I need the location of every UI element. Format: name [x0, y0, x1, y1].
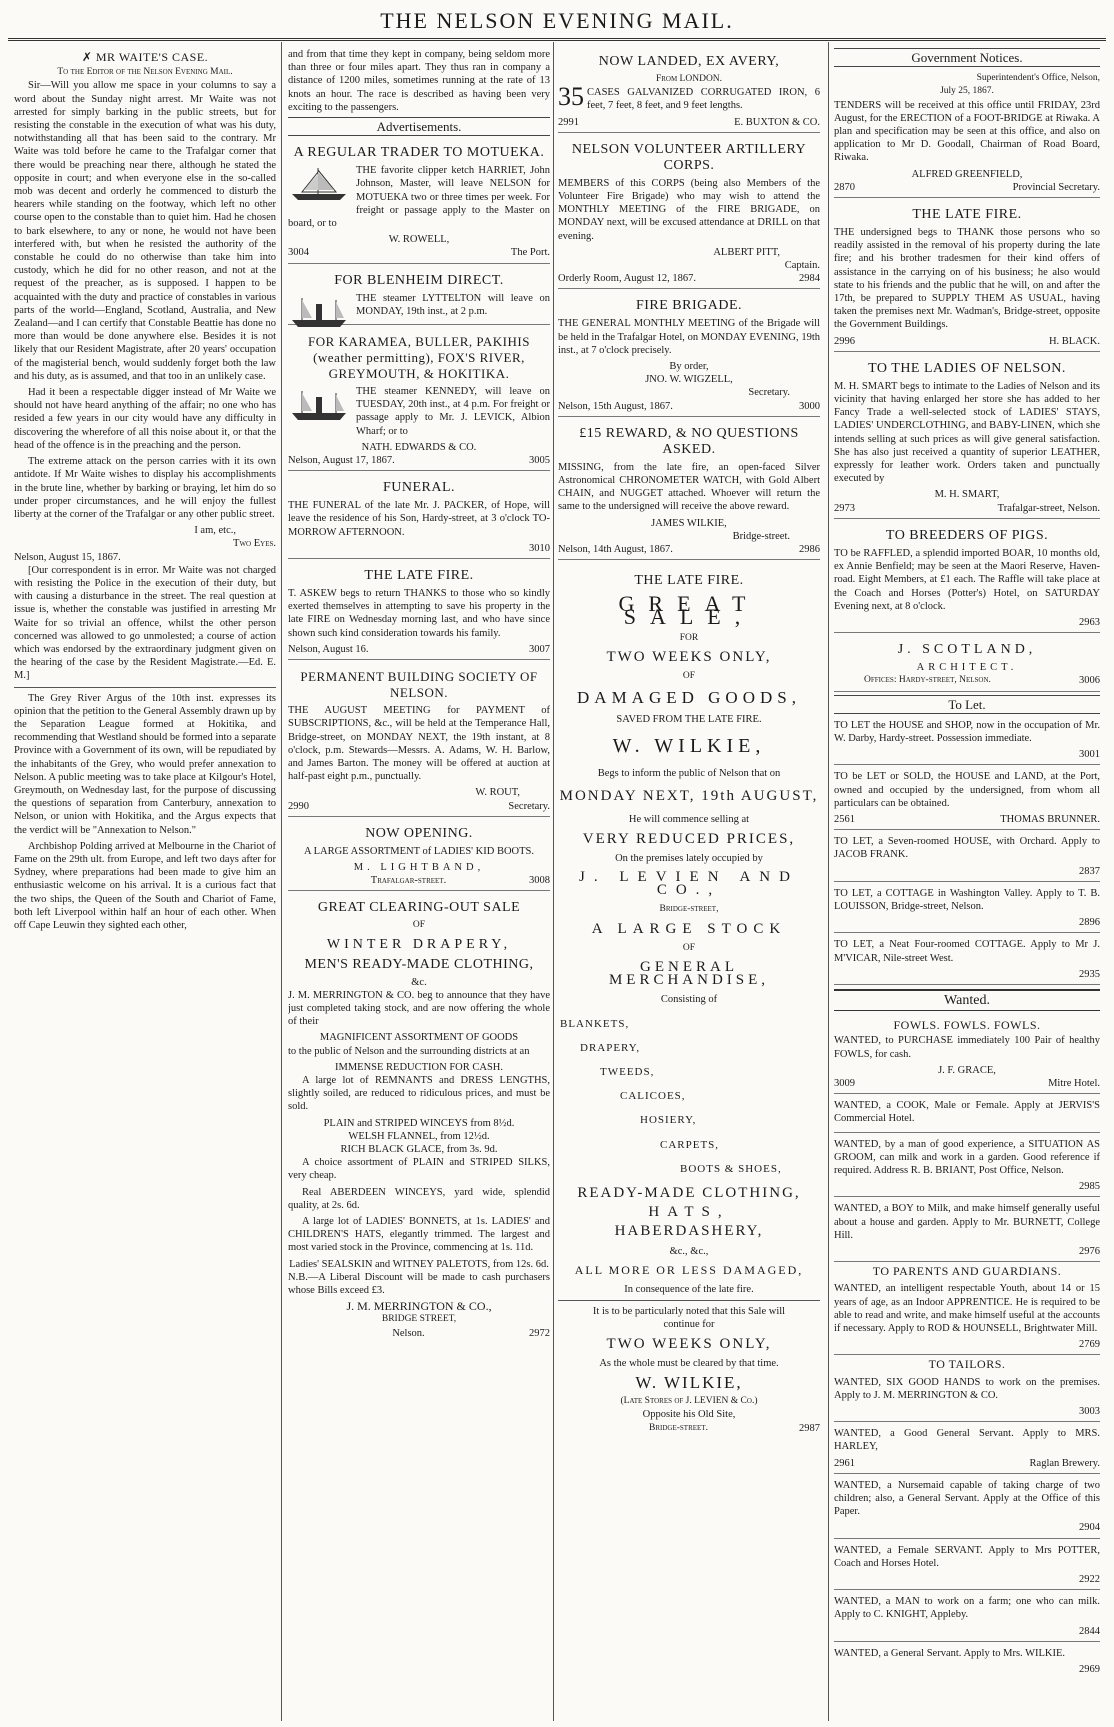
ad-number: 2996 — [834, 335, 855, 347]
ad-number: 2922 — [1079, 1574, 1100, 1586]
ad-number: 2896 — [1079, 917, 1100, 929]
ad-heading: FOWLS. FOWLS. FOWLS. — [893, 1018, 1041, 1033]
wanted-heading: Wanted. — [834, 989, 1100, 1011]
ad-signature: JAMES WILKIE, — [651, 517, 727, 529]
ad-role: ARCHITECT. — [916, 662, 1018, 674]
ad-date: Nelson, 15th August, 1867. — [558, 400, 673, 412]
ad-footer — [834, 1077, 1100, 1090]
ad-number: 3007 — [529, 643, 550, 655]
government-notices-heading: Government Notices. — [834, 48, 1100, 67]
ad-signature: ALBERT PITT, — [713, 246, 780, 258]
ad-text: PLAIN and STRIPED WINCEYS from 8½d. — [323, 1117, 515, 1129]
list-item: HOSIERY, — [640, 1114, 697, 1127]
column-4 — [834, 48, 1100, 1720]
ad-footer — [834, 813, 1100, 826]
ad-signature: J. F. GRACE, — [938, 1064, 996, 1076]
letter-paragraph: The extreme attack on the person carries with it its own antidote. If Mr Waite wishes to display his accomplishments in the brute line, whether by barking or braying, let him do so under proper circumstances, and he will enjoy the fullest liberty at the corner of the Trafalgar or any other public street. — [14, 456, 276, 520]
ad-number: 2935 — [1079, 968, 1100, 980]
ad-signature: J. M. MERRINGTON & CO., — [346, 1299, 492, 1314]
ad-number: 3004 — [288, 247, 309, 259]
ad-body: TO LET, a Seven-roomed HOUSE, with Orchard. Apply to JACOB FRANK. — [834, 836, 1100, 861]
ad-date: Nelson, August 16. — [288, 643, 369, 655]
ad-date: Nelson, 14th August, 1867. — [558, 544, 673, 556]
ad-body: WANTED, a COOK, Male or Female. Apply at JERVIS'S Commercial Hotel. — [834, 1100, 1100, 1125]
ad-text: VERY REDUCED PRICES, — [582, 830, 796, 847]
ad-footer — [834, 335, 1100, 348]
ad-place: Mitre Hotel. — [1048, 1077, 1100, 1089]
ad-body: T. ASKEW begs to return THANKS to those who so kindly exerted themselves in attempting to save his property in the late FIRE on Wednesday morning last, and who have since shown such kind consideration towards his family. — [288, 588, 550, 639]
ad-heading: FIRE BRIGADE. — [635, 298, 743, 314]
ad-body: WANTED, a BOY to Milk, and make himself generally useful about a house and garden. Apply to Mr. BURNETT, College Hill. — [834, 1203, 1100, 1241]
ad-text: OF — [682, 671, 696, 682]
ad-text: As the whole must be cleared by that time. — [599, 1357, 779, 1369]
ad-role: Secretary. — [508, 800, 550, 812]
ad-text: &c. — [411, 976, 427, 988]
ad-text: DAMAGED GOODS, — [577, 688, 801, 708]
ad-wanted — [834, 1136, 1100, 1198]
ad-tolet — [834, 717, 1100, 766]
ad-karamea — [288, 328, 550, 471]
ad-now-opening — [288, 820, 550, 892]
steamer-icon — [288, 294, 350, 330]
ad-heading: NELSON VOLUNTEER ARTILLERY CORPS. — [571, 141, 807, 173]
ad-body: THE favorite clipper ketch HARRIET, John Johnson, Master, will leave NELSON for MOTUEKA two or three times per week. For freight or passage apply to the Master on board, or to — [288, 165, 550, 230]
ad-number: 2561 — [834, 813, 855, 825]
ad-late-fire-askew — [288, 562, 550, 660]
newspaper-title: THE NELSON EVENING MAIL. — [380, 8, 734, 33]
ad-number: 2991 — [558, 116, 579, 128]
ad-heading: TO TAILORS. — [928, 1357, 1006, 1372]
ad-body: CASES GALVANIZED CORRUGATED IRON, 6 feet, 7 feet, 8 feet, and 9 feet lengths. — [587, 87, 820, 112]
ad-body: TO be RAFFLED, a splendid imported BOAR, 10 months old, ex Annie Benfield; may be seen at the Maori Reserve, Haven-road. Eight Members, at £1 each. The Raffle will take place at the Coach and Horses (Potter's) Hotel, on SATURDAY Evening next, at 8 o'clock. — [834, 547, 1100, 612]
ad-footer — [288, 1327, 550, 1340]
ad-number: 3003 — [1079, 1406, 1100, 1418]
ad-number: 3001 — [1079, 749, 1100, 761]
ad-body: THE FUNERAL of the late Mr. J. PACKER, of Hope, will leave the residence of his Son, Hardy-street, at 3 o'clock TO-MORROW AFTERNOON. — [288, 500, 550, 538]
ad-text: OF — [412, 920, 426, 931]
ad-text: A LARGE STOCK — [591, 920, 787, 937]
ad-artillery — [558, 136, 820, 290]
ad-body: A LARGE ASSORTMENT of LADIES' KID BOOTS. — [303, 845, 535, 857]
ad-text: W. WILKIE, — [612, 734, 766, 757]
ad-text: (Late Stores of J. LEVIEN & Co.) — [620, 1396, 758, 1407]
ad-heading: TO BREEDERS OF PIGS. — [885, 527, 1049, 543]
ad-fire-brigade — [558, 292, 820, 416]
ad-footer — [558, 400, 820, 413]
ad-street: Bridge-street. — [732, 530, 790, 542]
ad-body: WANTED, a Female SERVANT. Apply to Mrs POTTER, Coach and Horses Hotel. — [834, 1544, 1100, 1569]
ad-body: THE steamer LYTTELTON will leave on MONDAY, 19th inst., at 2 p.m. — [356, 292, 550, 317]
ad-number: 2969 — [1079, 1664, 1100, 1676]
ad-blenheim — [288, 267, 550, 325]
ad-body: A large lot of LADIES' BONNETS, at 1s. LADIES' and CHILDREN'S HATS, elegantly trimmed. The largest and most varied stock in the Province, commencing at 1s. 11d. — [288, 1215, 550, 1254]
column-1 — [14, 48, 276, 1720]
ad-heading: TO THE LADIES OF NELSON. — [868, 360, 1066, 376]
ship-icon — [288, 166, 350, 202]
ad-date: Orderly Room, August 12, 1867. — [558, 273, 696, 285]
ad-wanted — [834, 1200, 1100, 1262]
ad-avery — [558, 48, 820, 133]
ad-apprentice — [834, 1280, 1100, 1355]
ad-clearing-sale — [288, 894, 550, 1342]
ad-number: 2972 — [529, 1327, 550, 1339]
column-divider — [281, 42, 282, 1721]
letter-heading: ✗ MR WAITE'S CASE. — [81, 50, 209, 64]
ad-body: Real ABERDEEN WINCEYS, yard wide, splendid quality, at 2s. 6d. — [288, 1186, 550, 1211]
ad-signature: THOMAS BRUNNER. — [1000, 813, 1100, 825]
ad-body: WANTED, a General Servant. Apply to Mrs. WILKIE. — [834, 1647, 1066, 1659]
ad-footer — [288, 800, 550, 813]
masthead-rule — [8, 38, 1106, 41]
ad-text: MAGNIFICENT ASSORTMENT OF GOODS — [319, 1032, 519, 1044]
ad-signature: E. BUXTON & CO. — [734, 116, 820, 128]
ad-body: THE GENERAL MONTHLY MEETING of the Brigade will be held in the Trafalgar Hotel, on MONDAY EVENING, 19th inst., at 7 o'clock precisely. — [558, 318, 820, 356]
ad-number: 2986 — [799, 544, 820, 556]
ad-signature: JNO. W. WIGZELL, — [645, 374, 733, 386]
ad-text: From LONDON. — [655, 74, 723, 84]
ad-footer — [558, 116, 820, 129]
ad-signature: M. H. SMART, — [934, 489, 1000, 501]
ad-number: 2769 — [1079, 1339, 1100, 1351]
ad-number: 2987 — [799, 1422, 820, 1434]
ad-heading: A REGULAR TRADER TO MOTUEKA. — [293, 145, 545, 161]
ad-number: 2904 — [1079, 1522, 1100, 1534]
ad-text: HABERDASHERY, — [614, 1223, 764, 1240]
ad-body: TO be LET or SOLD, the HOUSE and LAND, at the Port, owned and occupied by the undersigned, from whom all particulars can be obtained. — [834, 771, 1100, 809]
ad-street: Trafalgar-street. — [370, 875, 447, 887]
ad-text: Ladies' SEALSKIN and WITNEY PALETOTS, from 12s. 6d. — [289, 1258, 549, 1270]
sale-headline: GREAT SALE, — [618, 591, 760, 630]
ad-footer — [288, 643, 550, 656]
list-item: CALICOES, — [620, 1090, 686, 1103]
ad-footer — [288, 454, 550, 467]
ad-text: It is to be particularly noted that this Sale will — [592, 1306, 786, 1318]
ad-footer — [558, 1422, 820, 1435]
to-editor: To the Editor of the Nelson Evening Mail. — [57, 67, 233, 78]
ad-footer — [288, 246, 550, 259]
ad-tolet — [834, 936, 1100, 985]
ad-text: By order, — [669, 361, 709, 373]
divider — [14, 687, 276, 688]
ad-role: Captain. — [784, 260, 820, 272]
ad-body: MEMBERS of this CORPS (being also Members of the Volunteer Fire Brigade) who may wish to attend the MONTHLY MEETING of the FIRE BRIGADE, on MONDAY next, will be excused attendance at DRILL on that evening. — [558, 177, 820, 242]
ad-heading: FOR BLENHEIM DIRECT. — [334, 272, 504, 288]
ad-text: MONDAY NEXT, 19th AUGUST, — [559, 788, 819, 805]
ad-body: J. M. MERRINGTON & CO. beg to announce that they have just completed taking stock, and are now offering the whole of their — [288, 989, 550, 1028]
to-let-heading: To Let. — [834, 695, 1100, 714]
ad-body: TO LET, a Neat Four-roomed COTTAGE. Apply to Mr J. M'VICAR, Nile-street West. — [834, 939, 1100, 964]
ad-body: WANTED, an intelligent respectable Youth, about 14 or 15 years of age, as an Indoor APPRENTICE. He is required to be able to read and write, and make himself useful at the accounts if necessary. Apply to ROD & HOUNSELL, Brightwater Mill. — [834, 1283, 1100, 1335]
list-item: CARPETS, — [660, 1138, 720, 1151]
column-2 — [288, 48, 550, 1720]
ad-body: WANTED, to PURCHASE immediately 100 Pair of healthy FOWLS, for cash. — [834, 1035, 1100, 1060]
ad-body: WANTED, SIX GOOD HANDS to work on the premises. Apply to J. M. MERRINGTON & CO. — [834, 1376, 1100, 1401]
ad-funeral — [288, 474, 550, 559]
goods-list — [558, 1018, 820, 1176]
letter-paragraph: Had it been a respectable digger instead of Mr Waite we should not have heard anything of the affair; no one who has resided a few years in our city would have any difficulty in discovering the wherefore of all this noise about it, or that the head of the offence is in the preaching and the person. — [14, 387, 276, 451]
ad-text: READY-MADE CLOTHING, — [577, 1184, 801, 1201]
ad-body: WANTED, by a man of good experience, a SITUATION AS GROOM, can milk and work in a garden. Good reference if required. Address R. B. BRIANT, Post Office, Nelson. — [834, 1138, 1100, 1176]
ad-footer — [558, 543, 820, 556]
ad-body: TENDERS will be received at this office until FRIDAY, 23rd August, for the ERECTION of a FOOT-BRIDGE at Riwaka. A plan and specification may be seen at this office, and also on application to Mr D. Goodall, Chairman of Road Board, Riwaka. — [834, 99, 1100, 164]
ad-body: MISSING, from the late fire, an open-faced Silver Astronomical CHRONOMETER WATCH, with Gold Albert CHAIN, and NUGGET attached. Whoever will return the same to the undersigned will receive the above reward. — [558, 461, 820, 513]
ad-signature: W. WILKIE, — [635, 1373, 743, 1392]
ad-footer — [834, 502, 1100, 515]
ad-number: 3006 — [1079, 675, 1100, 687]
ad-signature: ALFRED GREENFIELD, — [911, 168, 1023, 180]
ad-number: 3008 — [528, 875, 550, 887]
letter-date: Nelson, August 15, 1867. — [14, 551, 121, 563]
ad-body: TO LET the HOUSE and SHOP, now in the occupation of Mr. W. Darby, Hardy-street. Possession immediate. — [834, 719, 1100, 744]
ad-number: 3000 — [799, 400, 820, 412]
ad-body: N.B.—A Liberal Discount will be made to cash purchasers whose Bills exceed £3. — [288, 1271, 550, 1296]
ad-footer — [288, 874, 550, 887]
ad-heading: GREAT CLEARING-OUT SALE — [317, 900, 521, 916]
ad-number: 2870 — [834, 181, 855, 193]
letter-signoff: I am, etc., — [194, 525, 236, 537]
ad-text: In consequence of the late fire. — [624, 1283, 754, 1295]
ad-text: OF — [682, 942, 696, 953]
ad-number: 2985 — [1079, 1181, 1100, 1193]
ad-place: Nelson. — [392, 1327, 425, 1339]
ad-number: 2961 — [834, 1457, 855, 1469]
ad-great-sale — [558, 563, 820, 1438]
ad-wanted — [834, 1542, 1100, 1591]
ad-fowls — [834, 1014, 1100, 1094]
ad-text: Offices: Hardy-street, Nelson. — [864, 675, 991, 686]
ad-building-society — [288, 663, 550, 817]
ad-body: TO LET, a COTTAGE in Washington Valley. Apply to T. B. LOUISSON, Bridge-street, Nelson. — [834, 887, 1100, 912]
ad-text: continue for — [663, 1319, 715, 1331]
ad-heading: PERMANENT BUILDING SOCIETY OF NELSON. — [300, 669, 538, 701]
ad-body: to the public of Nelson and the surrounding districts at an — [288, 1045, 530, 1057]
ad-heading: THE LATE FIRE. — [912, 207, 1022, 223]
ad-wanted — [834, 1097, 1100, 1132]
ad-text: TWO WEEKS ONLY, — [606, 1335, 772, 1352]
ad-number: 2973 — [834, 502, 855, 514]
ad-text: HATS, — [648, 1204, 730, 1221]
ad-body: A large lot of REMNANTS and DRESS LENGTHS, slightly soiled, are reduced to ridiculous prices, and must be sold. — [288, 1074, 550, 1113]
ad-wanted — [834, 1593, 1100, 1642]
ad-heading: £15 REWARD, & NO QUESTIONS ASKED. — [579, 425, 799, 457]
news-continuation: and from that time they kept in company, being seldom more than three or four miles apart. They thus ran in company a distance of 1200 miles, sometimes running at the rate of 13 knots an hour. The race is described as having been very exciting to the passengers. — [288, 49, 550, 113]
list-item: BOOTS & SHOES, — [680, 1162, 782, 1175]
ad-body: WANTED, a MAN to work on a farm; one who can milk. Apply to C. KNIGHT, Appleby. — [834, 1596, 1100, 1621]
ad-text: RICH BLACK GLACE, from 3s. 9d. — [340, 1143, 498, 1155]
divider — [558, 1300, 820, 1301]
column-3 — [558, 48, 820, 1720]
ad-street: Trafalgar-street, Nelson. — [997, 502, 1100, 514]
ad-tailors — [834, 1374, 1100, 1423]
ad-signature: W. ROWELL, — [388, 234, 450, 246]
ad-role: Provincial Secretary. — [1012, 181, 1100, 193]
ad-footer — [834, 1457, 1100, 1470]
ad-footer — [834, 181, 1100, 194]
ad-tolet — [834, 833, 1100, 882]
list-item: TWEEDS, — [600, 1065, 655, 1078]
ad-quantity: 35 — [558, 82, 584, 112]
ad-heading: MEN'S READY-MADE CLOTHING, — [304, 956, 534, 972]
ad-heading: THE LATE FIRE. — [364, 568, 474, 584]
list-item: DRAPERY, — [580, 1041, 641, 1054]
ad-text: &c., &c., — [669, 1245, 709, 1257]
ad-pigs — [834, 522, 1100, 633]
ad-signature: H. BLACK. — [1048, 335, 1100, 347]
ad-number: 2963 — [1079, 616, 1100, 628]
ad-number: 2837 — [1079, 865, 1100, 877]
ad-architect — [834, 636, 1100, 691]
news-paragraph: Archbishop Polding arrived at Melbourne in the Chariot of Fame on the 29th ult. from Europe, and left two days after for Sydney, where preparations had been made to give him an enthusiastic welcome on his arrival. It is a curious fact that the two ships, the Queen of the South and Chariot of Fame, both left Liverpool within half an hour of each other. When off Cape Leuwin they sighted each other, — [14, 840, 276, 931]
ad-text: Opposite his Old Site, — [642, 1409, 736, 1421]
ad-text: J. LEVIEN AND CO., — [579, 868, 799, 899]
letter-signature: Two Eyes. — [233, 538, 276, 550]
ad-number: 2984 — [799, 273, 820, 285]
ad-text: IMMENSE REDUCTION FOR CASH. — [334, 1061, 503, 1073]
ad-place: Raglan Brewery. — [1029, 1457, 1100, 1469]
ad-number: 2976 — [1079, 1246, 1100, 1258]
ad-text: He will commence selling at — [628, 814, 750, 826]
letter-paragraph: Sir—Will you allow me space in your columns to say a word about the Sunday night arrest. Mr Waite was not arrested for simply barking in the public streets, but for resisting the constable in the execution of what was his duty, notwithstanding all that has been said to the contrary. Mr Waite was told before he came to the Trafalgar corner that there would be preaching near there, although he stated the opposite in court; and when everyone else in the so-called mob was decent and orderly he commenced to disturb the hearers while standing on the footway, which left no other course open to the constable than to quiet him. Had he chosen to bark elsewhere, to any or none, he would not have been interfered with, but when he resisted the authority of the constable he could do no otherwise than take him into custody, which he did for no other reason, and not at the request of the preacher, as is supposed. I happen to be acquainted with the duty and practice of constables in various parts of the world—England, Scotland, Australia, and New Zealand—and I can certify that Constable Beattie has done no more than would be done anywhere else. Besides it is not likely that our Resident Magistrate, after 20 years' occupation of the magisterial bench, would suddenly forget both the law and his duty, as is assumed, and that too in an unlikely case. — [14, 80, 276, 382]
ad-heading: TO PARENTS AND GUARDIANS. — [872, 1264, 1062, 1279]
ad-text: On the premises lately occupied by — [615, 852, 763, 864]
ad-text: GENERAL MERCHANDISE, — [608, 958, 770, 989]
list-item: BLANKETS, — [560, 1017, 630, 1030]
ad-text: WELSH FLANNEL, from 12½d. — [348, 1130, 490, 1142]
ad-date: July 25, 1867. — [940, 86, 994, 97]
ad-footer — [558, 272, 820, 285]
ad-text: TWO WEEKS ONLY, — [606, 648, 772, 665]
ad-text: SAVED FROM THE LATE FIRE. — [616, 713, 762, 725]
ad-heading: FUNERAL. — [382, 480, 456, 496]
ad-heading: J. SCOTLAND, — [897, 642, 1037, 658]
ad-role: Secretary. — [748, 387, 790, 399]
ad-late-fire-black — [834, 201, 1100, 352]
ad-tolet — [834, 768, 1100, 830]
ad-text: FOR — [679, 632, 699, 643]
ad-tolet — [834, 885, 1100, 934]
ad-date: Nelson, August 17, 1867. — [288, 455, 395, 467]
ad-motueka-trader — [288, 139, 550, 263]
ad-signature: NATH. EDWARDS & CO. — [361, 441, 477, 453]
ad-text: Begs to inform the public of Nelson that on — [597, 767, 781, 779]
ad-number: 3009 — [834, 1077, 855, 1089]
ad-body: THE undersigned begs to THANK those persons who so readily assisted in the removal of his property during the late fire; and his brother tradesmen for their kind offers of assistance in the carrying on of his business; he also would state to his friends and the public that he will, on and after the 17th, be prepared to SUPPLY THEM AS USUAL, having taken the premises next Mr. Wadman's, Bridge-street, opposite the Government Buildings. — [834, 227, 1100, 331]
ad-text: Superintendent's Office, Nelson, — [976, 73, 1100, 84]
masthead — [0, 0, 1114, 36]
news-paragraph: The Grey River Argus of the 10th inst. expresses its opinion that the petition to the General Assembly drawn up by the Separation League formed at Hokitika, and recommending that Westland should be formed into a separate Province with a Government of its own, will be repudiated by the inhabitants of the Grey, who would prefer annexation to Nelson. A public meeting was to take place at Kilgour's Hotel, Greymouth, on Wednesday last, for the purpose of discussing the questions of separation from Canterbury, annexation to Nelson, or union with Hokitika, and the Argus expects that the verdict will be "Annexation to Nelson." — [14, 692, 276, 836]
ad-ladies — [834, 355, 1100, 519]
ad-signature: M. LIGHTBAND, — [353, 861, 485, 873]
ad-place: The Port. — [510, 247, 550, 259]
ad-text: Consisting of — [660, 994, 718, 1006]
ad-heading: NOW LANDED, EX AVERY, — [598, 54, 780, 69]
ad-heading: THE LATE FIRE. — [634, 573, 744, 589]
ad-street: BRIDGE STREET, — [381, 1314, 457, 1325]
ad-text: Bridge-street, — [659, 904, 719, 915]
ad-number: 3010 — [529, 542, 550, 554]
ad-body: THE AUGUST MEETING for PAYMENT of SUBSCRIPTIONS, &c., will be held at the Temperance Hall, Bridge-street, on MONDAY NEXT, the 19th instant, at 8 o'clock, p.m. Stewards—Messrs. A. Adams, W. H. Barlow, and James Barton. The money will be offered at auction at half-past eight p.m., punctually. — [288, 705, 550, 783]
ad-gov-tender — [834, 70, 1100, 198]
ad-heading: WINTER DRAPERY, — [326, 936, 512, 952]
ad-heading: NOW OPENING. — [365, 825, 473, 841]
column-divider — [828, 42, 829, 1721]
ad-body: WANTED, a Nursemaid capable of taking charge of two children; also, a General Servant. Apply at the Office of this Paper. — [834, 1479, 1100, 1518]
ad-body: WANTED, a Good General Servant. Apply to MRS. HARLEY, — [834, 1428, 1100, 1453]
ad-reward — [558, 420, 820, 560]
advertisements-heading: Advertisements. — [288, 117, 550, 136]
editor-note: [Our correspondent is in error. Mr Waite was not charged with resisting the Police in the execution of their duty, but with causing a disturbance in the street. The real question at issue is, whether the constable was justified in arresting Mr Waite for so trivial an offence, whilst the other person concerned was allowed to go unmolested; a course of action which was endorsed by the extraordinary judgment given on the hearing of the case by the Resident Magistrate.—Ed. E. M.] — [14, 564, 276, 682]
ad-body: A choice assortment of PLAIN and STRIPED SILKS, very cheap. — [288, 1157, 550, 1182]
ad-wanted — [834, 1425, 1100, 1474]
ad-footer — [834, 674, 1100, 687]
ad-signature: W. ROUT, — [475, 787, 520, 799]
ad-heading: FOR KARAMEA, BULLER, PAKIHIS (weather permitting), FOX'S RIVER, GREYMOUTH, & HOKITIKA. — [308, 334, 530, 382]
ad-street: Bridge-street. — [649, 1422, 708, 1433]
ad-text: ALL MORE OR LESS DAMAGED, — [574, 1262, 804, 1277]
ad-wanted — [834, 1477, 1100, 1539]
ad-wanted — [834, 1645, 1100, 1679]
ad-number: 3005 — [529, 455, 550, 467]
ad-number: 2990 — [288, 800, 309, 812]
steamer-icon — [288, 387, 350, 423]
ad-number: 2844 — [1079, 1625, 1100, 1637]
ad-body: THE steamer KENNEDY, will leave on TUESDAY, 20th inst., at 4 p.m. For freight or passage apply to Mr. J. LEVICK, Albion Wharf; or to — [356, 386, 550, 437]
column-divider — [553, 42, 554, 1721]
ad-body: M. H. SMART begs to intimate to the Ladies of Nelson and its vicinity that having enlarged her store she has added to her Fancy Trade a well-selected stock of LADIES' STAYS, LADIES' UNDERCLOTHING, and BABY-LINEN, which she intends selling at such prices as will give general satisfaction. She has also just received a quantity of superior LEATHER, expressly for leather work. Orders taken and punctually executed by — [834, 380, 1100, 485]
